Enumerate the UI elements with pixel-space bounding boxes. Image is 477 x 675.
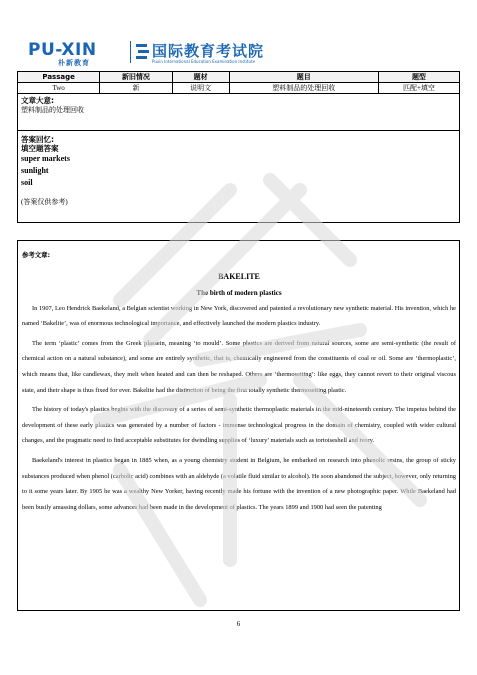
summary-box bbox=[17, 93, 460, 131]
brand-subtitle: Puxin International Education Examination Institute bbox=[152, 59, 256, 64]
article-title: BAKELITE bbox=[218, 271, 260, 281]
table-cell: Two bbox=[18, 83, 100, 94]
table-cell: 新 bbox=[100, 83, 172, 94]
table-cell: 说明文 bbox=[172, 83, 229, 94]
table-row bbox=[18, 83, 460, 94]
table-header-row bbox=[18, 72, 460, 83]
summary-text: 塑料制品的处理回收 bbox=[21, 106, 84, 114]
table-header-cell: 题型 bbox=[378, 72, 459, 83]
answer-item: soil bbox=[21, 178, 33, 187]
answer-item: super markets bbox=[21, 154, 70, 163]
brand-name-cn: 国际教育考试院 bbox=[152, 42, 265, 60]
answer-item: sunlight bbox=[21, 166, 49, 175]
table-header-cell: 题材 bbox=[172, 72, 229, 83]
answers-label: 答案回忆: bbox=[21, 135, 54, 144]
brand-name-en: PU-XIN bbox=[28, 40, 97, 60]
logo-divider bbox=[130, 41, 131, 63]
article-subtitle: The birth of modern plastics bbox=[196, 288, 282, 297]
answers-note: (答案仅供参考) bbox=[21, 198, 68, 206]
passage-info-table bbox=[17, 71, 460, 94]
table-cell: 匹配+填空 bbox=[378, 83, 459, 94]
answers-box bbox=[17, 131, 460, 223]
table-cell: 塑料制品的处理回收 bbox=[229, 83, 378, 94]
brand-logo bbox=[28, 40, 288, 66]
article-paragraph: Baekeland's interest in plastics began in 1885 when, as a young chemistry student in Belgium, he embarked on research into phenolic resins, the group of sticky substances produced when phenol (carbolic acid) combines with an aldehyde (a volatile fluid similar to alcohol). He soon abandoned the subject, however, only returning to it some years later. By 1905 he was a wealthy New Yorker, having recently made his fortune with the invention of a new photographic paper. While Baekeland had been busily amassing dollars, some advances had been made in the development of plastics. The years 1899 and 1900 had seen the patenting bbox=[22, 456, 456, 511]
table-header-cell: 新旧情况 bbox=[100, 72, 172, 83]
table-header-cell: 题目 bbox=[229, 72, 378, 83]
table-header-cell: Passage bbox=[18, 72, 100, 83]
article-label: 参考文章: bbox=[22, 251, 51, 259]
article-paragraph: The term ‘plastic’ comes from the Greek plassein, meaning ‘to mould’. Some plastics are derived from natural sources, some are semi-synthetic (the result of chemical action on a natural substance), and some are entirely synthetic, that is, chemically engineered from the constituents of coal or oil. Some are ‘thermoplastic’, which means that, like candlewax, they melt when heated and can then be reshaped. Others are ‘thermosetting’: like eggs, they cannot revert to their original viscous state, and their shape is thus fixed for ever. Bakelite had the distinction of being the first totally synthetic thermosetting plastic. bbox=[22, 339, 456, 394]
brand-mark-icon bbox=[136, 42, 149, 60]
brand-name-cn-small: 朴新教育 bbox=[58, 59, 90, 67]
summary-label: 文章大意: bbox=[21, 96, 54, 105]
article-box bbox=[17, 240, 460, 611]
page-number: 6 bbox=[236, 620, 241, 628]
answers-sub-label: 填空题答案 bbox=[21, 144, 59, 153]
article-paragraph: In 1907, Leo Hendrick Baekeland, a Belgian scientist working in New York, discovered and patented a revolutionary new synthetic material. His invention, which he named ‘Bakelite’, was of enormous technological importance, and effectively launched the modern plastics industry. bbox=[22, 304, 456, 328]
article-paragraph: The history of today's plastics begins with the discovery of a series of semi-synthetic thermoplastic materials in the mid-nineteenth century. The impetus behind the development of these early plastics was generated by a number of factors - immense technological progress in the domain of chemistry, coupled with wider cultural changes, and the pragmatic need to find acceptable substitutes for dwindling supplies of ‘luxury’ materials such as tortoiseshell and ivory. bbox=[22, 406, 456, 445]
